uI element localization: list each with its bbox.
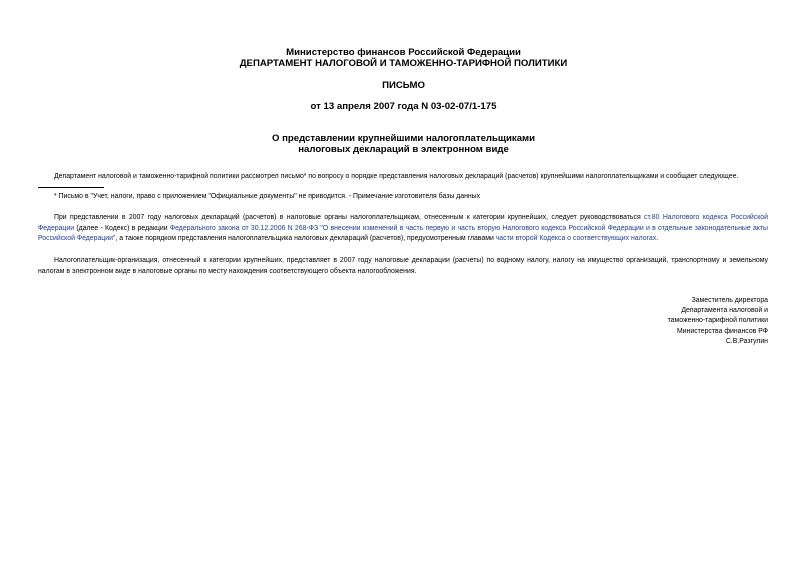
p2-text-a: При представлении в 2007 году налоговых деклараций (расчетов) в налоговые органы налогоплательщикам, отнесенным к категории крупнейших, следует руководствоваться [54, 214, 645, 221]
ministry-title: Министерство финансов Российской Федерации [286, 47, 521, 58]
signature-ministry: Министерства финансов РФ [676, 327, 768, 335]
paragraph-2 [38, 213, 768, 245]
link-federal-law-268[interactable]: Федерального закона от 30.12.2006 N 268-ФЗ "О внесении изменений в часть первую и часть вторую Налогового кодекса Российской Федерации и в отдельные законодательные акты Российской Федерации" [38, 224, 768, 243]
link-article-80[interactable]: ст.80 Налогового кодекса Российской Федерации [38, 214, 768, 232]
department-title: ДЕПАРТАМЕНТ НАЛОГОВОЙ И ТАМОЖЕННО-ТАРИФНОЙ ПОЛИТИКИ [239, 58, 568, 69]
signature-department: Департамента налоговой и [681, 307, 768, 315]
link-code-part-two[interactable]: части второй Кодекса о соответствующих налогах [495, 235, 657, 243]
intro-text: Департамент налоговой и таможенно-тарифной политики рассмотрел письмо* по вопросу о порядке представления налоговых деклараций (расчетов) крупнейшими налогоплательщиками и сообщает следующее. [54, 173, 739, 180]
signature-block [668, 296, 768, 347]
p2-text-b: (далее - Кодекс) в редакции [74, 224, 170, 232]
subject-line-1: О представлении крупнейшими налогоплательщиками [271, 133, 536, 144]
signature-name: С.В.Разгулин [725, 337, 768, 345]
signature-policy: таможенно-тарифной политики [667, 317, 768, 325]
p2-text-c: , а также порядком представления налогоплательщика налоговых деклараций (расчетов), предусмотренным главами [115, 235, 496, 243]
subject-line-2: налоговых деклараций в электронном виде [298, 144, 509, 155]
intro-paragraph [38, 172, 768, 183]
p2-text-d: . [656, 235, 659, 243]
signature-position: Заместитель директора [691, 297, 768, 304]
paragraph-3 [38, 256, 768, 277]
p3-text: Налогоплательщик-организация, отнесенный к категории крупнейших, представляет в 2007 году налоговые декларации (расчеты) по водному налогу, налогу на имущество организаций, транспортному и земельному налогам в электронном виде в налоговые органы по месту нахождения соответствующего объекта налогообложения. [38, 257, 768, 275]
footnote-text: * Письмо в "Учет, налоги, право с приложением "Официальные документы" не приводится. - Примечание изготовителя базы данных [54, 193, 481, 200]
document-date-number: от 13 апреля 2007 года N 03-02-07/1-175 [310, 101, 497, 112]
document-type: ПИСЬМО [382, 80, 425, 91]
footnote-divider [38, 187, 104, 188]
footnote [38, 192, 768, 203]
